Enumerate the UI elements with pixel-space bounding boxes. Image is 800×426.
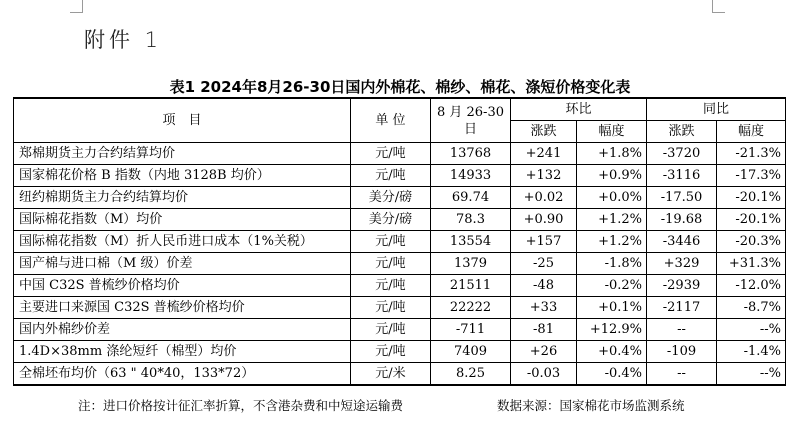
row-mom-change: -48 (511, 275, 577, 297)
row-value: 8.25 (431, 363, 511, 386)
row-unit: 元/吨 (351, 231, 431, 253)
table-row (14, 187, 786, 209)
row-yoy-pct: --% (717, 363, 786, 386)
row-value: 14933 (431, 165, 511, 187)
row-unit: 元/米 (351, 363, 431, 386)
row-yoy-pct: --% (717, 319, 786, 341)
row-value: 1379 (431, 253, 511, 275)
row-mom-pct: +0.9% (577, 165, 647, 187)
row-item: 1.4D×38mm 涤纶短纤（棉型）均价 (14, 341, 351, 363)
row-value: 22222 (431, 297, 511, 319)
row-unit: 元/吨 (351, 143, 431, 165)
row-mom-pct: -1.8% (577, 253, 647, 275)
table-row (14, 363, 786, 386)
row-yoy-pct: -8.7% (717, 297, 786, 319)
row-yoy-pct: -17.3% (717, 165, 786, 187)
row-item: 郑棉期货主力合约结算均价 (14, 143, 351, 165)
header-yoy-change: 涨跌 (647, 121, 717, 143)
row-yoy-change: -17.50 (647, 187, 717, 209)
row-unit: 元/吨 (351, 275, 431, 297)
data-source: 数据来源：国家棉花市场监测系统 (497, 398, 685, 413)
row-mom-pct: +1.2% (577, 209, 647, 231)
header-mom-change: 涨跌 (511, 121, 577, 143)
row-yoy-pct: -20.1% (717, 187, 786, 209)
row-value: 7409 (431, 341, 511, 363)
row-yoy-change: -3720 (647, 143, 717, 165)
row-mom-pct: +0.0% (577, 187, 647, 209)
header-date-line1: 8 月 26-30 (436, 104, 504, 120)
header-date-line2: 日 (463, 121, 477, 137)
row-mom-pct: +1.2% (577, 231, 647, 253)
row-unit: 元/吨 (351, 165, 431, 187)
row-item: 国际棉花指数（M）均价 (14, 209, 351, 231)
row-mom-pct: -0.4% (577, 363, 647, 386)
row-unit: 元/吨 (351, 253, 431, 275)
table-row (14, 143, 786, 165)
table-row (14, 341, 786, 363)
row-item: 国产棉与进口棉（M 级）价差 (14, 253, 351, 275)
table-row (14, 231, 786, 253)
row-yoy-change: -3446 (647, 231, 717, 253)
header-item: 项 目 (14, 98, 351, 143)
header-yoy: 同比 (647, 98, 786, 121)
row-yoy-pct: -20.1% (717, 209, 786, 231)
row-yoy-pct: -21.3% (717, 143, 786, 165)
footnote: 注：进口价格按计征汇率折算，不含港杂费和中短途运输费 (78, 398, 404, 413)
row-mom-pct: +0.4% (577, 341, 647, 363)
row-unit: 美分/磅 (351, 187, 431, 209)
row-mom-change: +157 (511, 231, 577, 253)
row-value: 69.74 (431, 187, 511, 209)
price-table (13, 97, 786, 386)
row-mom-change: +33 (511, 297, 577, 319)
row-mom-pct: +1.8% (577, 143, 647, 165)
row-yoy-pct: -20.3% (717, 231, 786, 253)
row-mom-pct: -0.2% (577, 275, 647, 297)
row-mom-pct: +12.9% (577, 319, 647, 341)
row-mom-change: +132 (511, 165, 577, 187)
page-corner-mark-left (70, 0, 83, 13)
row-item: 国家棉花价格 B 指数（内地 3128B 均价） (14, 165, 351, 187)
table-row (14, 319, 786, 341)
table-title: 表1 2024年8月26-30日国内外棉花、棉纱、棉花、涤短价格变化表 (169, 78, 631, 96)
header-date (431, 98, 511, 143)
table-row (14, 165, 786, 187)
row-mom-change: +0.02 (511, 187, 577, 209)
header-unit: 单 位 (351, 98, 431, 143)
row-mom-change: +241 (511, 143, 577, 165)
row-mom-change: +0.90 (511, 209, 577, 231)
row-value: 78.3 (431, 209, 511, 231)
attachment-label: 附件 1 (84, 28, 163, 52)
row-mom-change: -81 (511, 319, 577, 341)
row-yoy-change: -- (647, 363, 717, 386)
row-item: 全棉坯布均价（63 " 40*40，133*72） (14, 363, 351, 386)
row-yoy-change: -2117 (647, 297, 717, 319)
row-yoy-change: -109 (647, 341, 717, 363)
row-mom-change: -25 (511, 253, 577, 275)
row-value: 13768 (431, 143, 511, 165)
row-yoy-change: -19.68 (647, 209, 717, 231)
row-unit: 元/吨 (351, 319, 431, 341)
row-yoy-change: -- (647, 319, 717, 341)
row-yoy-change: -2939 (647, 275, 717, 297)
table-row (14, 275, 786, 297)
table-row (14, 253, 786, 275)
row-mom-change: +26 (511, 341, 577, 363)
header-yoy-pct: 幅度 (717, 121, 786, 143)
row-unit: 元/吨 (351, 341, 431, 363)
row-yoy-change: +329 (647, 253, 717, 275)
row-yoy-pct: -1.4% (717, 341, 786, 363)
row-unit: 元/吨 (351, 297, 431, 319)
header-mom-pct: 幅度 (577, 121, 647, 143)
row-value: 13554 (431, 231, 511, 253)
row-item: 纽约棉期货主力合约结算均价 (14, 187, 351, 209)
table-row (14, 297, 786, 319)
row-yoy-pct: -12.0% (717, 275, 786, 297)
row-item: 主要进口来源国 C32S 普梳纱价格均价 (14, 297, 351, 319)
row-item: 国际棉花指数（M）折人民币进口成本（1%关税） (14, 231, 351, 253)
row-yoy-change: -3116 (647, 165, 717, 187)
row-value: 21511 (431, 275, 511, 297)
row-item: 国内外棉纱价差 (14, 319, 351, 341)
row-mom-pct: +0.1% (577, 297, 647, 319)
page-corner-mark-right (712, 0, 725, 13)
row-mom-change: -0.03 (511, 363, 577, 386)
header-mom: 环比 (511, 98, 647, 121)
row-value: -711 (431, 319, 511, 341)
table-row (14, 209, 786, 231)
row-item: 中国 C32S 普梳纱价格均价 (14, 275, 351, 297)
row-unit: 美分/磅 (351, 209, 431, 231)
row-yoy-pct: +31.3% (717, 253, 786, 275)
